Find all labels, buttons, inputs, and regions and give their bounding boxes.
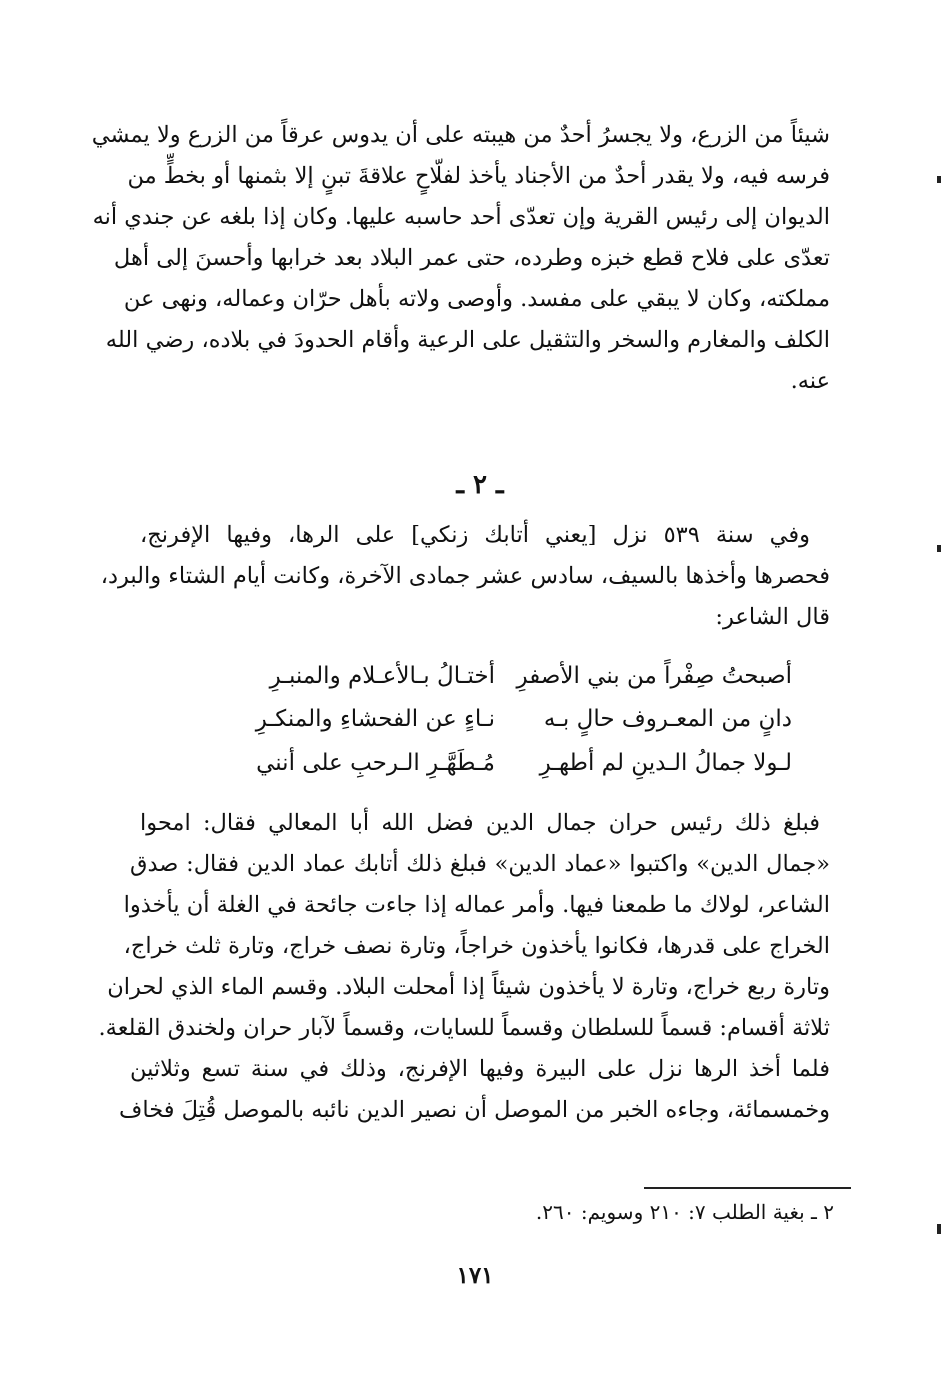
verse-hemistich-left: نـاءٍ عن الفحشاءِ والمنكـرِ: [255, 706, 495, 732]
body-line: ثلاثة أقسام: قسماً للسلطان وقسماً للسايات، وقسماً لآبار حران ولخندق القلعة.: [98, 1015, 830, 1041]
body-line: وتارة ربع خراج، وتارة لا يأخذون شيئاً إذا أمحلت البلاد. وقسم الماء الذي لحران: [107, 974, 830, 1000]
body-line: تعدّى على فلاح قطع خبزه وطرده، حتى عمر البلاد بعد خرابها وأحسنَ إلى أهل: [113, 245, 830, 271]
verse-hemistich-right: لـولا جمالُ الـدينِ لم أطهـرِ: [539, 750, 792, 776]
verse-hemistich-right: أصبحتُ صِفْراً من بني الأصفرِ: [516, 663, 792, 689]
verse-hemistich-left: مُـطَهَّـرِ الـرحبِ على أنني: [256, 750, 495, 776]
footnote-rule: [644, 1187, 851, 1189]
body-line: الكلف والمغارم والسخر والتثقيل على الرعية وأقام الحدودَ في بلاده، رضي الله: [105, 327, 830, 353]
body-line: فرسه فيه، ولا يقدر أحدٌ من الأجناد يأخذ لفلّاحٍ علاقةَ تبنٍ إلا بثمنها أو بخطٍّ من: [127, 163, 830, 189]
scan-mark: [937, 1224, 941, 1234]
body-line: وخمسمائة، وجاءه الخبر من الموصل أن نصير الدين نائبه بالموصل قُتِلَ فخاف: [119, 1097, 830, 1123]
body-line: «جمال الدين» واكتبوا «عماد الدين» فبلغ ذلك أتابك عماد الدين فقال: صدق: [130, 851, 830, 877]
page-number: ١٧١: [456, 1262, 494, 1289]
body-line: فحصرها وأخذها بالسيف، سادس عشر جمادى الآخرة، وكانت أيام الشتاء والبرد،: [100, 563, 830, 589]
verse-hemistich-left: أختـالُ بـالأعـلام والمنبـرِ: [269, 663, 495, 689]
body-line: عنه.: [790, 368, 830, 394]
body-line: الخراج على قدرها، فكانوا يأخذون خراجاً، وتارة نصف خراج، وتارة ثلث خراج،: [123, 933, 830, 959]
scan-mark: [937, 545, 941, 552]
body-line: فبلغ ذلك رئيس حران جمال الدين فضل الله أبا المعالي فقال: امحوا: [140, 810, 820, 836]
verse-hemistich-right: دانٍ من المعـروف حالٍ بـه: [543, 706, 792, 732]
scan-mark: [937, 176, 941, 183]
body-line: شيئاً من الزرع، ولا يجسرُ أحدٌ من هيبته على أن يدوس عرقاً من الزرع ولا يمشي: [91, 122, 830, 148]
footnote: ٢ ـ بغية الطلب ٧: ٢١٠ وسويم: ٢٦٠.: [535, 1200, 834, 1224]
body-line: فلما أخذ الرها نزل على البيرة وفيها الإفرنج، وذلك في سنة تسع وثلاثين: [130, 1056, 830, 1082]
section-number: ـ ٢ ـ: [456, 470, 504, 500]
body-line: الديوان إلى رئيس القرية وإن تعدّى أحد حاسبه عليها. وكان إذا بلغه عن جندي أنه: [92, 204, 830, 230]
body-line: مملكته، وكان لا يبقي على مفسد. وأوصى ولاته بأهل حرّان وعماله، ونهى عن: [123, 286, 830, 312]
body-line: قال الشاعر:: [715, 604, 830, 630]
body-line: الشاعر، لولاك ما طمعنا فيها. وأمر عماله إذا جاءت جائحة في الغلة أن يأخذوا: [123, 892, 830, 918]
body-line: وفي سنة ٥٣٩ نزل [يعني أتابك زنكي] على الرها، وفيها الإفرنج،: [140, 522, 810, 548]
